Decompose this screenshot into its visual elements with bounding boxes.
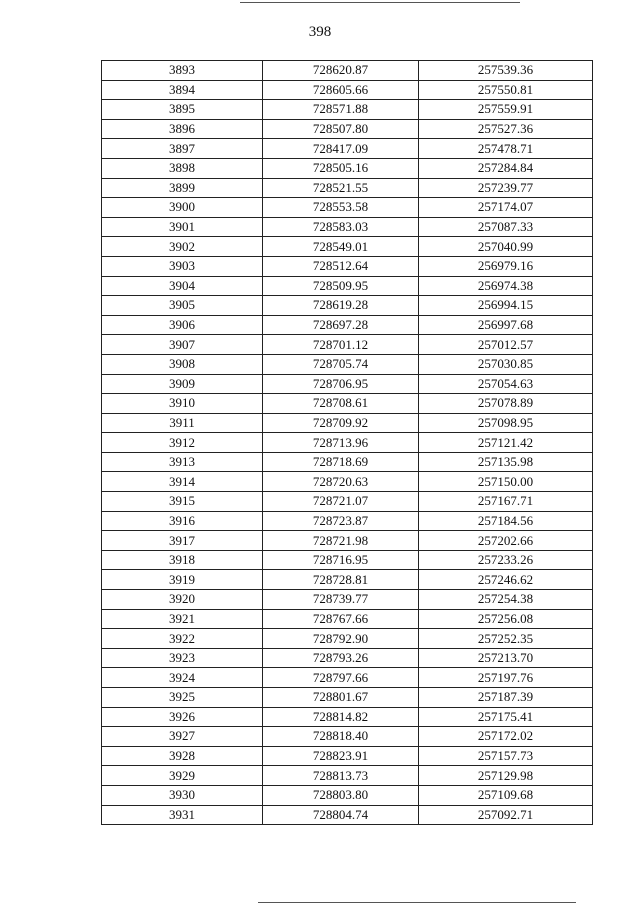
- table-row: [102, 570, 593, 590]
- y-coordinate-cell: 257012.57: [419, 335, 593, 355]
- y-coordinate-cell: 257092.71: [419, 805, 593, 825]
- point-number-cell: 3931: [102, 805, 263, 825]
- x-coordinate-cell: 728507.80: [263, 119, 419, 139]
- table-row: [102, 354, 593, 374]
- x-coordinate-cell: 728509.95: [263, 276, 419, 296]
- table-row: [102, 805, 593, 825]
- y-coordinate-cell: 257054.63: [419, 374, 593, 394]
- point-number-cell: 3903: [102, 256, 263, 276]
- point-number-cell: 3905: [102, 296, 263, 316]
- point-number-cell: 3908: [102, 354, 263, 374]
- table-row: [102, 80, 593, 100]
- point-number-cell: 3920: [102, 590, 263, 610]
- x-coordinate-cell: 728605.66: [263, 80, 419, 100]
- point-number-cell: 3926: [102, 707, 263, 727]
- point-number-cell: 3900: [102, 198, 263, 218]
- point-number-cell: 3923: [102, 648, 263, 668]
- y-coordinate-cell: 257121.42: [419, 433, 593, 453]
- table-row: [102, 746, 593, 766]
- x-coordinate-cell: 728721.98: [263, 531, 419, 551]
- x-coordinate-cell: 728713.96: [263, 433, 419, 453]
- table-row: [102, 609, 593, 629]
- point-number-cell: 3912: [102, 433, 263, 453]
- x-coordinate-cell: 728739.77: [263, 590, 419, 610]
- y-coordinate-cell: 256974.38: [419, 276, 593, 296]
- table-row: [102, 217, 593, 237]
- y-coordinate-cell: 257172.02: [419, 727, 593, 747]
- x-coordinate-cell: 728705.74: [263, 354, 419, 374]
- x-coordinate-cell: 728709.92: [263, 413, 419, 433]
- table-row: [102, 61, 593, 81]
- table-row: [102, 139, 593, 159]
- y-coordinate-cell: 257254.38: [419, 590, 593, 610]
- table-row: [102, 785, 593, 805]
- table-row: [102, 590, 593, 610]
- x-coordinate-cell: 728720.63: [263, 472, 419, 492]
- table-row: [102, 668, 593, 688]
- y-coordinate-cell: 257252.35: [419, 629, 593, 649]
- y-coordinate-cell: 257087.33: [419, 217, 593, 237]
- point-number-cell: 3896: [102, 119, 263, 139]
- table-row: [102, 335, 593, 355]
- point-number-cell: 3915: [102, 492, 263, 512]
- x-coordinate-cell: 728512.64: [263, 256, 419, 276]
- y-coordinate-cell: 257157.73: [419, 746, 593, 766]
- y-coordinate-cell: 257202.66: [419, 531, 593, 551]
- point-number-cell: 3906: [102, 315, 263, 335]
- point-number-cell: 3899: [102, 178, 263, 198]
- point-number-cell: 3922: [102, 629, 263, 649]
- x-coordinate-cell: 728767.66: [263, 609, 419, 629]
- y-coordinate-cell: 257030.85: [419, 354, 593, 374]
- table-row: [102, 727, 593, 747]
- point-number-cell: 3918: [102, 550, 263, 570]
- y-coordinate-cell: 257078.89: [419, 394, 593, 414]
- table-row: [102, 119, 593, 139]
- point-number-cell: 3916: [102, 511, 263, 531]
- x-coordinate-cell: 728803.80: [263, 785, 419, 805]
- point-number-cell: 3917: [102, 531, 263, 551]
- y-coordinate-cell: 257135.98: [419, 452, 593, 472]
- point-number-cell: 3902: [102, 237, 263, 257]
- table-row: [102, 531, 593, 551]
- table-row: [102, 158, 593, 178]
- coordinates-table: [101, 60, 593, 825]
- table-row: [102, 178, 593, 198]
- table-row: [102, 511, 593, 531]
- y-coordinate-cell: 257246.62: [419, 570, 593, 590]
- point-number-cell: 3921: [102, 609, 263, 629]
- page-number: 398: [308, 24, 332, 40]
- x-coordinate-cell: 728697.28: [263, 315, 419, 335]
- y-coordinate-cell: 257184.56: [419, 511, 593, 531]
- point-number-cell: 3913: [102, 452, 263, 472]
- y-coordinate-cell: 257550.81: [419, 80, 593, 100]
- bottom-rule: [258, 902, 576, 903]
- point-number-cell: 3897: [102, 139, 263, 159]
- point-number-cell: 3894: [102, 80, 263, 100]
- table-row: [102, 766, 593, 786]
- point-number-cell: 3911: [102, 413, 263, 433]
- y-coordinate-cell: 257129.98: [419, 766, 593, 786]
- x-coordinate-cell: 728721.07: [263, 492, 419, 512]
- x-coordinate-cell: 728813.73: [263, 766, 419, 786]
- table-row: [102, 374, 593, 394]
- point-number-cell: 3919: [102, 570, 263, 590]
- table-row: [102, 433, 593, 453]
- x-coordinate-cell: 728706.95: [263, 374, 419, 394]
- point-number-cell: 3893: [102, 61, 263, 81]
- table-row: [102, 688, 593, 708]
- x-coordinate-cell: 728723.87: [263, 511, 419, 531]
- y-coordinate-cell: 256994.15: [419, 296, 593, 316]
- table-row: [102, 452, 593, 472]
- x-coordinate-cell: 728583.03: [263, 217, 419, 237]
- point-number-cell: 3909: [102, 374, 263, 394]
- x-coordinate-cell: 728417.09: [263, 139, 419, 159]
- table-row: [102, 198, 593, 218]
- table-row: [102, 472, 593, 492]
- y-coordinate-cell: 257150.00: [419, 472, 593, 492]
- point-number-cell: 3914: [102, 472, 263, 492]
- y-coordinate-cell: 257197.76: [419, 668, 593, 688]
- table-row: [102, 296, 593, 316]
- x-coordinate-cell: 728804.74: [263, 805, 419, 825]
- x-coordinate-cell: 728728.81: [263, 570, 419, 590]
- x-coordinate-cell: 728571.88: [263, 100, 419, 120]
- table-row: [102, 492, 593, 512]
- point-number-cell: 3898: [102, 158, 263, 178]
- point-number-cell: 3928: [102, 746, 263, 766]
- table-row: [102, 648, 593, 668]
- table-row: [102, 100, 593, 120]
- x-coordinate-cell: 728701.12: [263, 335, 419, 355]
- x-coordinate-cell: 728801.67: [263, 688, 419, 708]
- x-coordinate-cell: 728553.58: [263, 198, 419, 218]
- table-row: [102, 550, 593, 570]
- table-row: [102, 315, 593, 335]
- x-coordinate-cell: 728718.69: [263, 452, 419, 472]
- x-coordinate-cell: 728620.87: [263, 61, 419, 81]
- y-coordinate-cell: 256997.68: [419, 315, 593, 335]
- y-coordinate-cell: 257239.77: [419, 178, 593, 198]
- y-coordinate-cell: 257559.91: [419, 100, 593, 120]
- y-coordinate-cell: 257284.84: [419, 158, 593, 178]
- table-row: [102, 394, 593, 414]
- point-number-cell: 3929: [102, 766, 263, 786]
- x-coordinate-cell: 728797.66: [263, 668, 419, 688]
- x-coordinate-cell: 728792.90: [263, 629, 419, 649]
- x-coordinate-cell: 728818.40: [263, 727, 419, 747]
- table-row: [102, 237, 593, 257]
- point-number-cell: 3901: [102, 217, 263, 237]
- x-coordinate-cell: 728823.91: [263, 746, 419, 766]
- table-row: [102, 707, 593, 727]
- y-coordinate-cell: 257233.26: [419, 550, 593, 570]
- x-coordinate-cell: 728716.95: [263, 550, 419, 570]
- point-number-cell: 3895: [102, 100, 263, 120]
- y-coordinate-cell: 257174.07: [419, 198, 593, 218]
- point-number-cell: 3924: [102, 668, 263, 688]
- point-number-cell: 3927: [102, 727, 263, 747]
- y-coordinate-cell: 257175.41: [419, 707, 593, 727]
- table-row: [102, 276, 593, 296]
- table-row: [102, 256, 593, 276]
- top-rule: [240, 2, 520, 3]
- table-row: [102, 629, 593, 649]
- x-coordinate-cell: 728708.61: [263, 394, 419, 414]
- x-coordinate-cell: 728814.82: [263, 707, 419, 727]
- y-coordinate-cell: 257187.39: [419, 688, 593, 708]
- x-coordinate-cell: 728793.26: [263, 648, 419, 668]
- x-coordinate-cell: 728619.28: [263, 296, 419, 316]
- table-row: [102, 413, 593, 433]
- point-number-cell: 3907: [102, 335, 263, 355]
- point-number-cell: 3904: [102, 276, 263, 296]
- point-number-cell: 3910: [102, 394, 263, 414]
- y-coordinate-cell: 257040.99: [419, 237, 593, 257]
- x-coordinate-cell: 728521.55: [263, 178, 419, 198]
- y-coordinate-cell: 257539.36: [419, 61, 593, 81]
- y-coordinate-cell: 257527.36: [419, 119, 593, 139]
- point-number-cell: 3930: [102, 785, 263, 805]
- x-coordinate-cell: 728505.16: [263, 158, 419, 178]
- x-coordinate-cell: 728549.01: [263, 237, 419, 257]
- y-coordinate-cell: 257213.70: [419, 648, 593, 668]
- y-coordinate-cell: 257098.95: [419, 413, 593, 433]
- point-number-cell: 3925: [102, 688, 263, 708]
- y-coordinate-cell: 256979.16: [419, 256, 593, 276]
- y-coordinate-cell: 257167.71: [419, 492, 593, 512]
- y-coordinate-cell: 257256.08: [419, 609, 593, 629]
- y-coordinate-cell: 257478.71: [419, 139, 593, 159]
- coordinates-table-body: [102, 61, 593, 825]
- y-coordinate-cell: 257109.68: [419, 785, 593, 805]
